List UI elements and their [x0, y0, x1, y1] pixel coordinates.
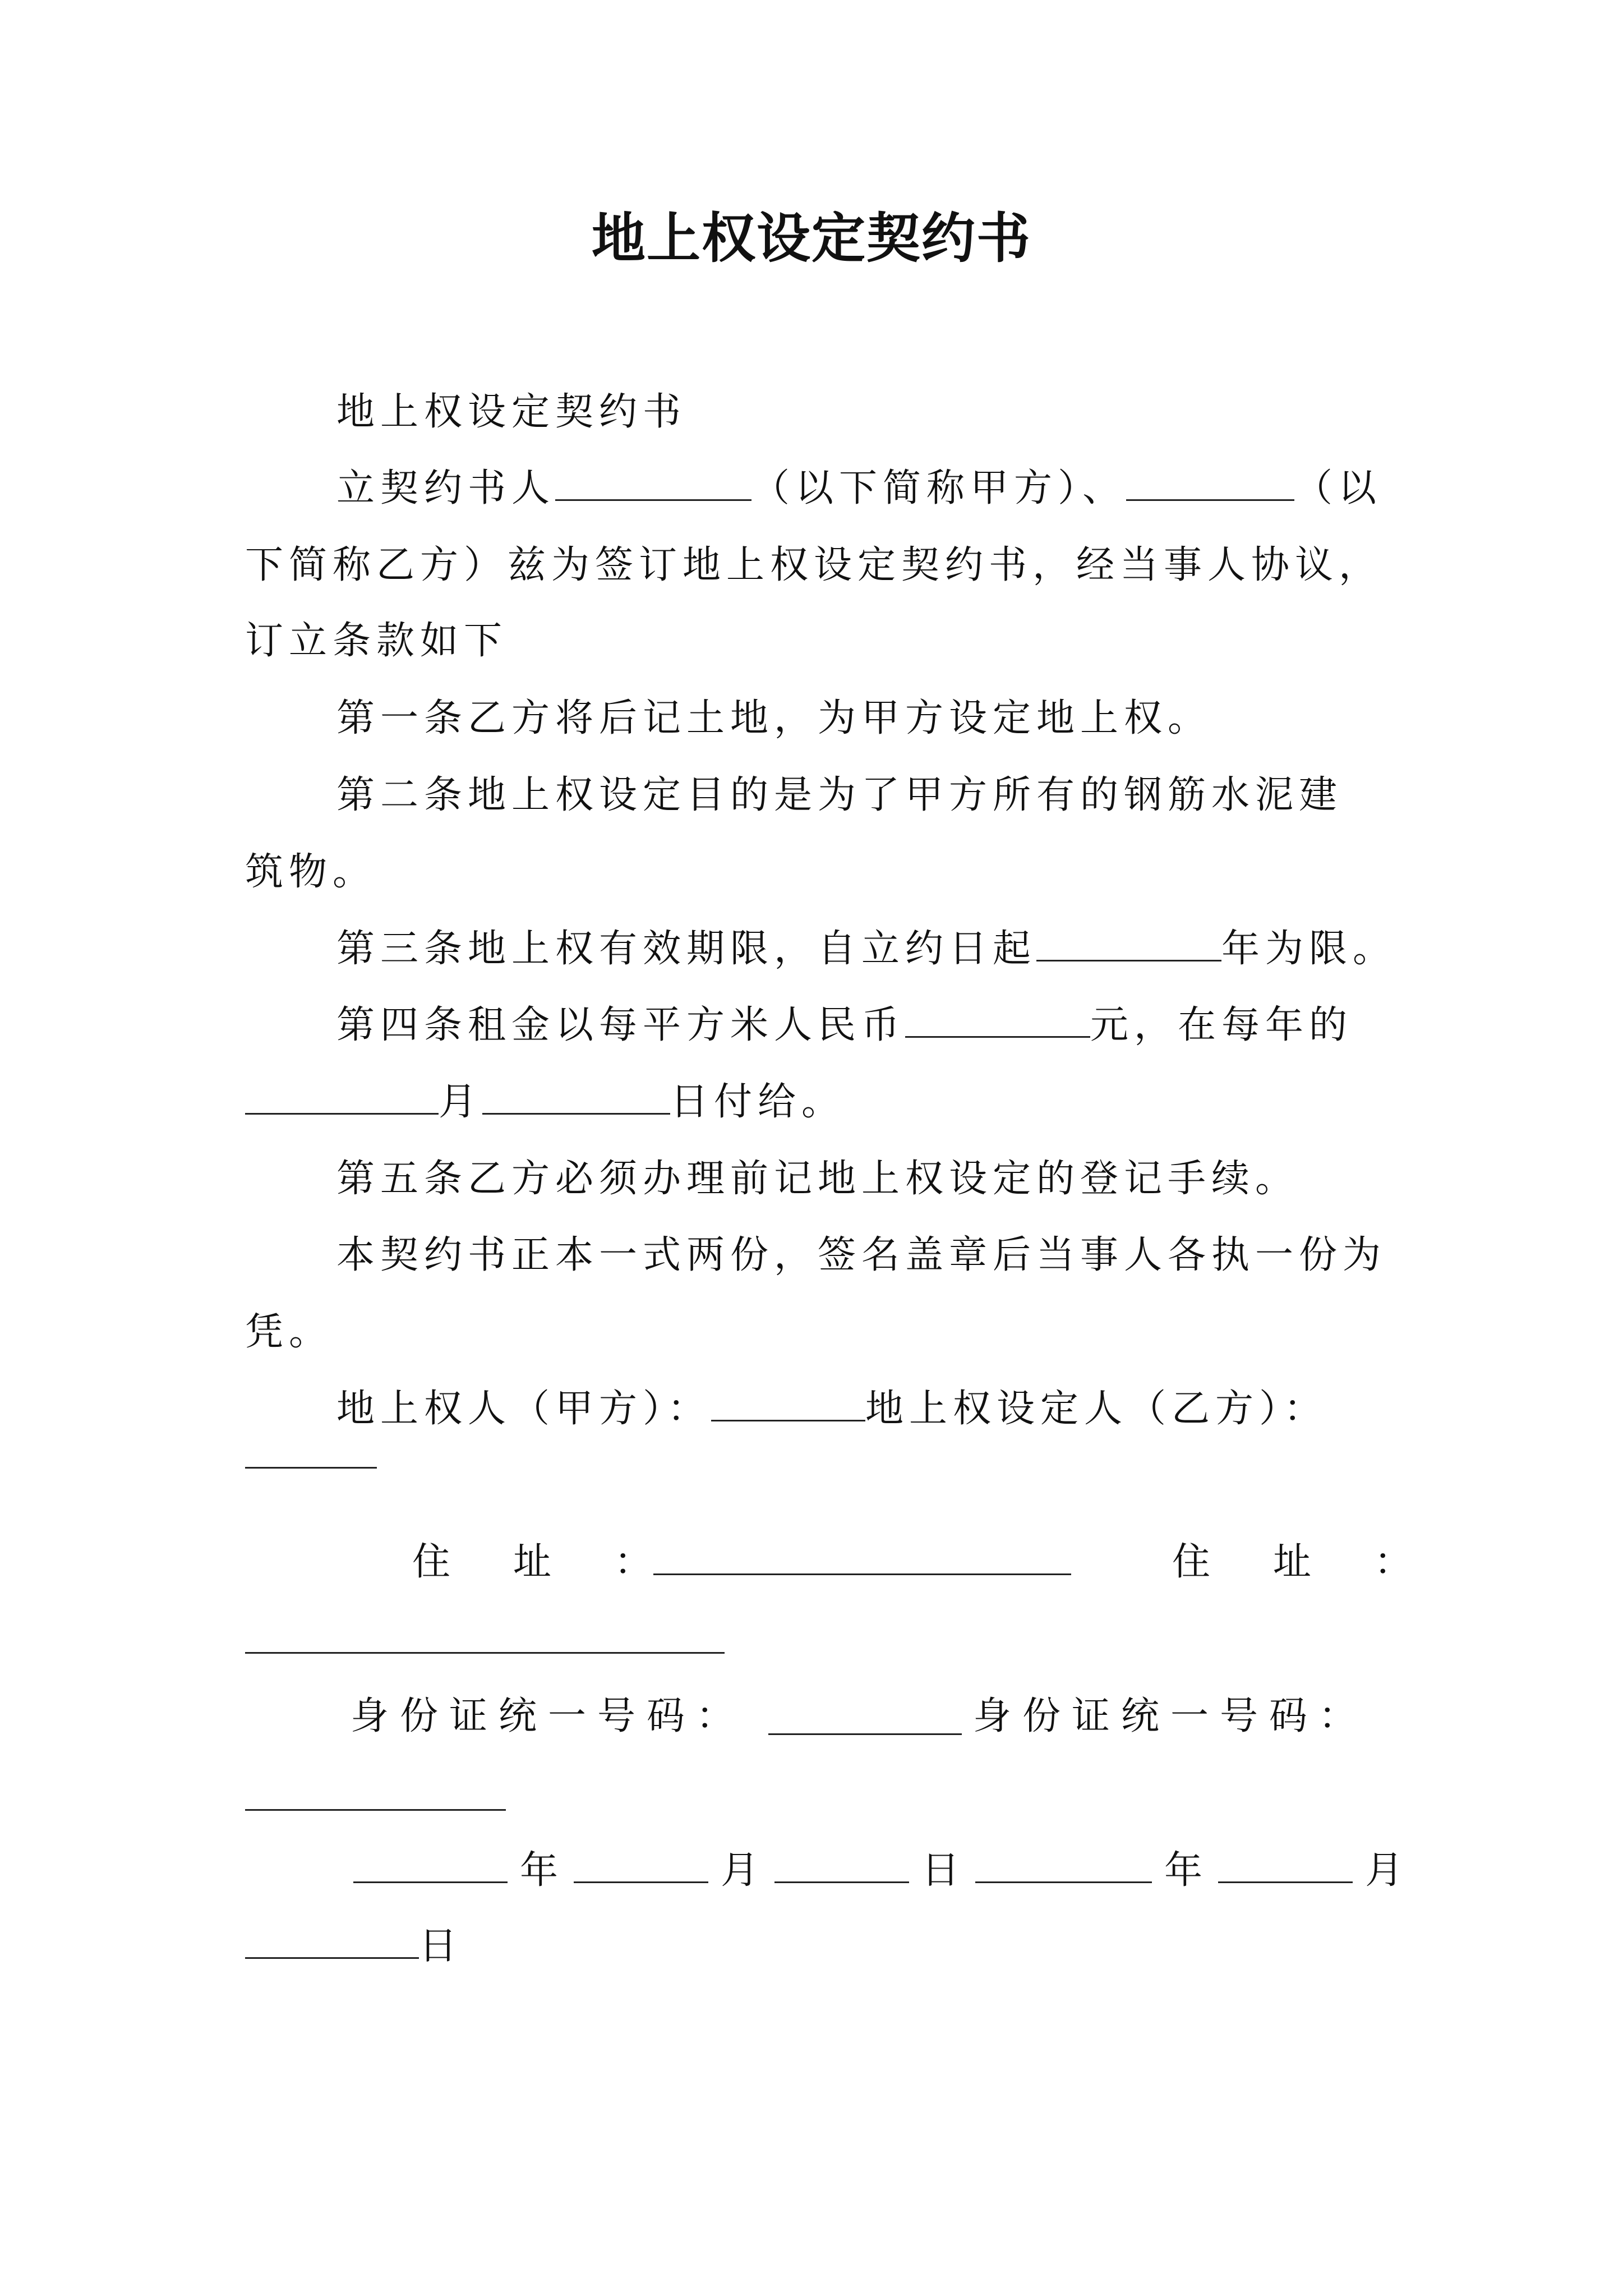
year-b-blank [975, 1847, 1152, 1883]
article-3: 第三条地上权有效期限，自立约日起 年为限。 [336, 924, 1396, 974]
date-line-1: 年 月 日 年 月 [353, 1846, 1407, 1896]
party-b-sign-blank [245, 1467, 377, 1469]
address-label-b: 住 址 ： [1172, 1540, 1425, 1584]
month-a-blank [574, 1847, 708, 1883]
date-line-2: 日 [245, 1921, 463, 1972]
id-a-blank [768, 1733, 962, 1735]
rent-amount-blank [905, 1001, 1090, 1038]
pay-month-blank [245, 1078, 439, 1115]
pay-day-blank [482, 1078, 670, 1115]
closing-line-1: 本契约书正本一式两份，签名盖章后当事人各执一份为 [336, 1233, 1387, 1277]
article-1: 第一条乙方将后记土地，为甲方设定地上权。 [336, 696, 1212, 740]
day-b-blank [245, 1922, 419, 1959]
intro-line-2: 下简称乙方）兹为签订地上权设定契约书，经当事人协议， [245, 543, 1383, 587]
article-4-line-1: 第四条租金以每平方米人民币 元，在每年的 [336, 1000, 1353, 1051]
address-label-a: 住 址 ： [412, 1540, 665, 1584]
party-a-name-blank [555, 464, 751, 501]
address-a-blank [653, 1573, 1071, 1575]
article-4-line-2: 月 日付给。 [245, 1077, 845, 1128]
intro-line-1: 立契约书人 （以下简称甲方）、 （以 [336, 463, 1382, 514]
article-2-line-1: 第二条地上权设定目的是为了甲方所有的钢筋水泥建 [336, 773, 1343, 817]
id-b-blank [245, 1809, 506, 1811]
id-label-a: 身份证统一号码： [351, 1694, 746, 1738]
month-b-blank [1218, 1847, 1353, 1883]
document-title: 地上权设定契约书 [592, 206, 1031, 270]
closing-line-2: 凭。 [245, 1310, 333, 1354]
sign-party-line: 地上权人（甲方）： 地上权设定人（乙方）： [336, 1384, 1327, 1434]
day-a-blank [774, 1847, 909, 1883]
party-b-name-blank [1126, 464, 1294, 501]
id-label-b: 身份证统一号码： [973, 1694, 1368, 1738]
party-a-sign-blank [711, 1385, 865, 1421]
address-b-blank [245, 1652, 725, 1654]
term-years-blank [1036, 925, 1221, 961]
heading: 地上权设定契约书 [336, 390, 687, 434]
article-2-line-2: 筑物。 [245, 850, 377, 894]
intro-line-3: 订立条款如下 [245, 619, 508, 663]
year-a-blank [353, 1847, 508, 1883]
article-5: 第五条乙方必须办理前记地上权设定的登记手续。 [336, 1157, 1299, 1201]
